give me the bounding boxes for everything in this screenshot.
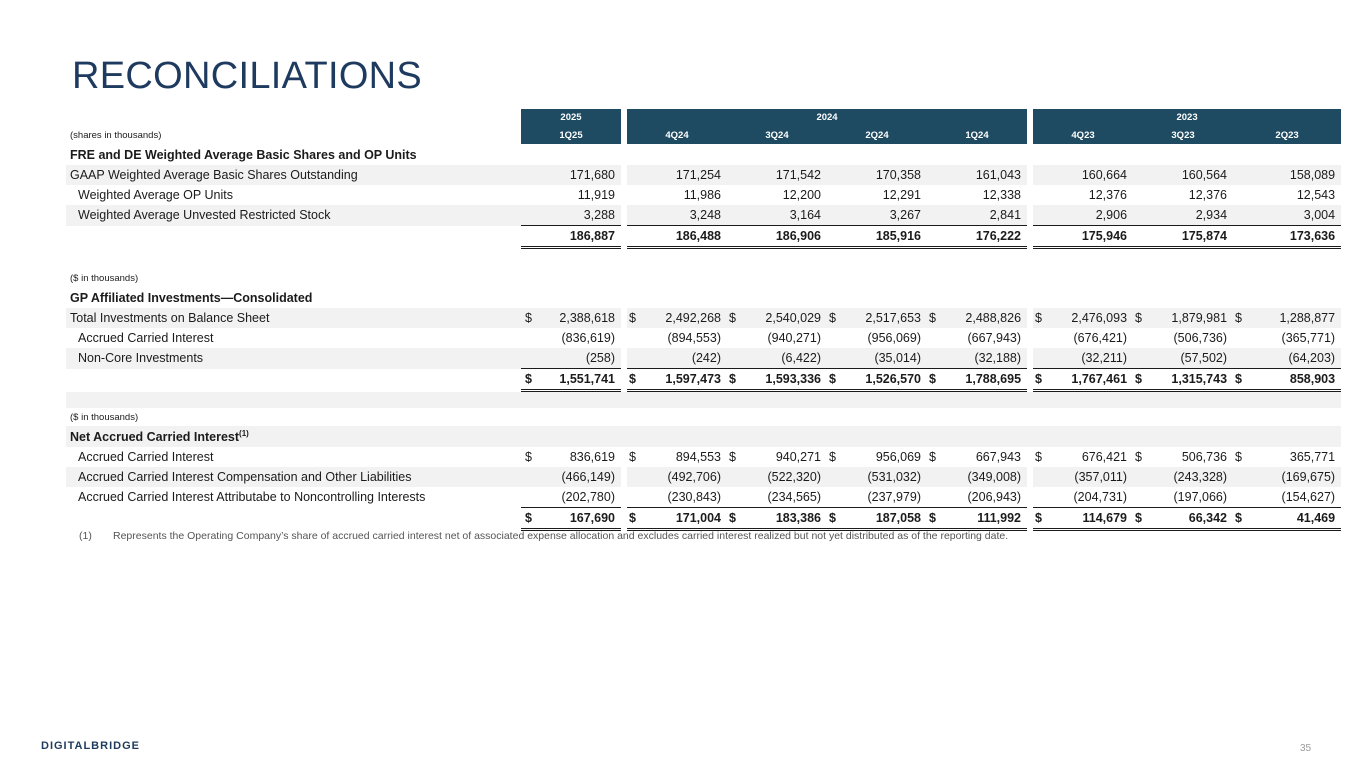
value-cell: 3,004: [1249, 205, 1341, 226]
currency-symbol: $: [1035, 372, 1042, 386]
value-cell: [521, 508, 621, 530]
value-text: (202,780): [561, 490, 615, 504]
currency-symbol: $: [729, 511, 736, 525]
value-cell: (676,421): [1073, 331, 1128, 345]
value-cell: 1,288,877: [1249, 308, 1341, 328]
value-cell: 676,421: [1081, 450, 1128, 464]
reconciliation-table: [66, 109, 1341, 531]
currency-symbol: $: [1235, 311, 1242, 325]
value-cell: 171,254: [643, 165, 727, 185]
value-cell: 41,469: [1249, 508, 1341, 530]
value-cell: (6,422): [743, 348, 827, 369]
quarter-header: 2Q23: [1233, 126, 1341, 144]
value-cell: 12,338: [982, 188, 1022, 202]
total-row: [66, 369, 1341, 391]
value-cell: 173,636: [1249, 226, 1341, 248]
currency-cell: [627, 467, 643, 487]
value-cell: (365,771): [1281, 331, 1336, 345]
value-text: (466,149): [561, 470, 615, 484]
currency-cell: [627, 487, 643, 508]
year-2023: 2023: [1033, 109, 1341, 126]
table-row: [66, 205, 1341, 226]
value-cell: 175,946: [1049, 226, 1133, 248]
currency-cell: [1233, 447, 1249, 467]
currency-cell: [727, 447, 743, 467]
section-heading-row: [66, 426, 1341, 447]
currency-symbol: $: [1235, 372, 1242, 386]
value-cell: [521, 447, 621, 467]
value-cell: 3,267: [843, 205, 927, 226]
value-cell: 111,992: [943, 508, 1027, 530]
currency-cell: [727, 226, 743, 248]
currency-symbol: $: [525, 511, 532, 525]
currency-cell: [927, 328, 943, 348]
value-cell: (32,188): [943, 348, 1027, 369]
value-cell: 183,386: [743, 508, 827, 530]
value-text: 836,619: [569, 450, 615, 464]
currency-cell: [627, 348, 643, 369]
currency-cell: [927, 508, 943, 530]
value-cell: 940,271: [775, 450, 821, 464]
currency-symbol: $: [829, 450, 836, 464]
currency-cell: [727, 369, 743, 391]
value-cell: [521, 369, 621, 391]
value-text: (258): [585, 351, 615, 365]
value-cell: [521, 226, 621, 248]
value-cell: [521, 205, 621, 226]
year-2024: 2024: [627, 109, 1027, 126]
row-label: Accrued Carried Interest Attributabe to Noncontrolling Interests: [78, 490, 426, 505]
currency-cell: [627, 165, 643, 185]
value-cell: 1,593,336: [743, 369, 827, 391]
currency-cell: [927, 447, 943, 467]
table-row: [66, 447, 1341, 467]
section-heading-text: FRE and DE Weighted Average Basic Shares and OP Units: [70, 147, 417, 162]
value-cell: 2,906: [1049, 205, 1133, 226]
value-cell: 2,517,653: [843, 308, 927, 328]
value-cell: (940,271): [767, 331, 821, 345]
currency-symbol: $: [829, 311, 836, 325]
page-number: 35: [1300, 743, 1312, 754]
value-cell: (204,731): [1073, 490, 1128, 504]
value-cell: 2,841: [943, 205, 1027, 226]
row-label: Weighted Average Unvested Restricted Stock: [66, 205, 521, 226]
currency-cell: [1033, 467, 1049, 487]
value-cell: 1,315,743: [1149, 369, 1233, 391]
currency-cell: [1233, 369, 1249, 391]
currency-cell: [927, 226, 943, 248]
value-cell: (35,014): [843, 348, 927, 369]
currency-symbol: $: [829, 372, 836, 386]
section-heading-text: GP Affiliated Investments—Consolidated: [70, 290, 313, 305]
value-cell: (531,032): [843, 467, 927, 487]
value-cell: (243,328): [1149, 467, 1233, 487]
value-cell: 158,089: [1249, 165, 1341, 185]
value-cell: 1,767,461: [1049, 369, 1133, 391]
currency-cell: [927, 348, 943, 369]
currency-cell: [1233, 165, 1249, 185]
currency-cell: [927, 369, 943, 391]
value-cell: 956,069: [875, 450, 921, 464]
currency-cell: [1033, 205, 1049, 226]
currency-cell: [1033, 328, 1049, 348]
quarter-header-row: [66, 126, 1341, 144]
value-cell: 160,564: [1149, 165, 1233, 185]
row-label: GAAP Weighted Average Basic Shares Outstanding: [66, 165, 521, 185]
currency-symbol: $: [729, 450, 736, 464]
value-text: 171,680: [569, 168, 615, 182]
currency-cell: [727, 308, 743, 328]
value-text: 3,288: [583, 208, 615, 222]
currency-cell: [1133, 447, 1149, 467]
value-cell: 11,986: [683, 188, 721, 202]
currency-cell: [627, 328, 643, 348]
currency-cell: [727, 467, 743, 487]
currency-cell: [627, 447, 643, 467]
value-cell: 175,874: [1149, 226, 1233, 248]
footnote-text: Represents the Operating Company’s share of accrued carried interest net of associated expense allocation and excludes carried interest realized but not yet distributed as of the reporting date.: [113, 530, 1009, 542]
currency-cell: [1133, 348, 1149, 369]
currency-cell: [627, 369, 643, 391]
currency-cell: [1133, 369, 1149, 391]
currency-symbol: $: [1135, 372, 1142, 386]
currency-cell: [1033, 487, 1049, 508]
currency-cell: [827, 205, 843, 226]
value-cell: (894,553): [667, 331, 721, 345]
currency-cell: [727, 508, 743, 530]
currency-cell: [1233, 467, 1249, 487]
value-cell: [521, 308, 621, 328]
currency-cell: [827, 226, 843, 248]
value-cell: (506,736): [1173, 331, 1228, 345]
currency-cell: [1133, 308, 1149, 328]
currency-cell: [827, 467, 843, 487]
row-label: Accrued Carried Interest: [78, 450, 214, 464]
currency-symbol: $: [1035, 511, 1042, 525]
currency-cell: [627, 508, 643, 530]
section-heading-text: Net Accrued Carried Interest: [70, 430, 240, 445]
dollars-unit-note: ($ in thousands): [70, 411, 139, 423]
currency-cell: [827, 369, 843, 391]
value-cell: (206,943): [967, 490, 1022, 504]
currency-cell: [927, 487, 943, 508]
currency-cell: [927, 205, 943, 226]
value-cell: 187,058: [843, 508, 927, 530]
quarter-header: 4Q24: [627, 126, 727, 144]
section-heading: [66, 426, 1341, 447]
value-cell: 3,164: [743, 205, 827, 226]
currency-cell: [1033, 185, 1049, 205]
currency-cell: [1133, 467, 1149, 487]
value-cell: 186,906: [743, 226, 827, 248]
currency-symbol: $: [629, 311, 636, 325]
value-cell: 1,526,570: [843, 369, 927, 391]
value-cell: 1,879,981: [1149, 308, 1233, 328]
value-cell: 2,476,093: [1049, 308, 1133, 328]
unit-note-row: [66, 269, 1341, 287]
table-row: [66, 487, 1341, 508]
currency-cell: [927, 185, 943, 205]
currency-cell: [927, 308, 943, 328]
value-cell: 2,934: [1149, 205, 1233, 226]
currency-symbol: $: [1035, 311, 1042, 325]
brand-logo: DIGITALBRIDGE: [41, 740, 140, 752]
value-cell: 12,200: [782, 188, 821, 202]
value-cell: 66,342: [1149, 508, 1233, 530]
currency-cell: [827, 185, 843, 205]
value-cell: 161,043: [943, 165, 1027, 185]
value-cell: (154,627): [1281, 490, 1336, 504]
currency-symbol: $: [929, 372, 936, 386]
currency-symbol: $: [629, 511, 636, 525]
year-header-row: [66, 109, 1341, 126]
currency-cell: [1233, 487, 1249, 508]
currency-cell: [1233, 226, 1249, 248]
currency-symbol: $: [525, 450, 532, 464]
value-cell: (522,320): [743, 467, 827, 487]
value-cell: 2,492,268: [643, 308, 727, 328]
value-cell: 171,004: [643, 508, 727, 530]
value-cell: 114,679: [1049, 508, 1133, 530]
dollars-unit-note: ($ in thousands): [70, 272, 139, 284]
value-cell: 185,916: [843, 226, 927, 248]
total-row: [66, 226, 1341, 248]
value-cell: 12,376: [1088, 188, 1128, 202]
currency-symbol: $: [525, 311, 532, 325]
currency-symbol: $: [829, 511, 836, 525]
value-cell: (242): [643, 348, 727, 369]
currency-cell: [1233, 185, 1249, 205]
value-text: 1,551,741: [559, 372, 615, 386]
value-cell: (169,675): [1249, 467, 1341, 487]
value-cell: [521, 348, 621, 369]
value-cell: 894,553: [675, 450, 721, 464]
currency-symbol: $: [1135, 450, 1142, 464]
currency-cell: [1133, 508, 1149, 530]
value-text: 2,388,618: [559, 311, 615, 325]
row-label: Total Investments on Balance Sheet: [66, 308, 521, 328]
currency-cell: [1233, 348, 1249, 369]
table-row: [66, 467, 1341, 487]
currency-cell: [1033, 447, 1049, 467]
spacer-row: [66, 248, 1341, 270]
value-cell: 2,488,826: [943, 308, 1027, 328]
row-label: Accrued Carried Interest Compensation and Other Liabilities: [66, 467, 521, 487]
currency-symbol: $: [1135, 311, 1142, 325]
quarter-header: 3Q24: [727, 126, 827, 144]
currency-cell: [727, 348, 743, 369]
value-cell: [521, 185, 621, 205]
value-cell: [521, 467, 621, 487]
currency-cell: [1233, 205, 1249, 226]
value-text: 167,690: [569, 511, 615, 525]
value-cell: 2,540,029: [743, 308, 827, 328]
currency-symbol: $: [929, 311, 936, 325]
value-cell: (57,502): [1149, 348, 1233, 369]
value-cell: 171,542: [743, 165, 827, 185]
currency-symbol: $: [929, 450, 936, 464]
value-cell: (234,565): [767, 490, 821, 504]
currency-cell: [727, 328, 743, 348]
row-label: Non-Core Investments: [66, 348, 521, 369]
value-text: 11,919: [577, 188, 615, 202]
currency-symbol: $: [1135, 511, 1142, 525]
currency-cell: [1033, 348, 1049, 369]
currency-cell: [627, 185, 643, 205]
currency-cell: [1233, 308, 1249, 328]
table-row: [66, 328, 1341, 348]
currency-symbol: $: [1035, 450, 1042, 464]
table-row: [66, 308, 1341, 328]
currency-symbol: $: [1235, 511, 1242, 525]
year-2025: 2025: [521, 109, 621, 126]
currency-cell: [827, 487, 843, 508]
shares-unit-note: (shares in thousands): [70, 129, 162, 141]
table-row: [66, 185, 1341, 205]
total-row: [66, 508, 1341, 530]
footnote-ref: (1): [239, 428, 249, 438]
currency-cell: [1133, 205, 1149, 226]
section-heading-row: [66, 287, 1341, 308]
currency-cell: [727, 487, 743, 508]
currency-symbol: $: [729, 311, 736, 325]
value-cell: (230,843): [667, 490, 721, 504]
currency-cell: [1033, 369, 1049, 391]
currency-cell: [827, 508, 843, 530]
quarter-header: 3Q23: [1133, 126, 1233, 144]
currency-cell: [827, 308, 843, 328]
value-cell: 160,664: [1049, 165, 1133, 185]
spacer-row: [66, 391, 1341, 409]
table-row: [66, 165, 1341, 185]
currency-cell: [927, 467, 943, 487]
currency-symbol: $: [929, 511, 936, 525]
value-text: 186,887: [569, 229, 615, 243]
row-label: Weighted Average OP Units: [78, 188, 233, 202]
value-cell: 12,543: [1296, 188, 1336, 202]
value-cell: 12,376: [1188, 188, 1228, 202]
value-cell: (32,211): [1049, 348, 1133, 369]
currency-symbol: $: [729, 372, 736, 386]
value-cell: 12,291: [882, 188, 921, 202]
currency-cell: [827, 447, 843, 467]
currency-cell: [727, 185, 743, 205]
value-cell: 186,488: [643, 226, 727, 248]
currency-cell: [1133, 226, 1149, 248]
currency-symbol: $: [629, 450, 636, 464]
section-heading: [66, 144, 1341, 165]
value-cell: 365,771: [1289, 450, 1336, 464]
section-heading: [66, 287, 1341, 308]
currency-cell: [727, 205, 743, 226]
value-cell: 170,358: [843, 165, 927, 185]
value-cell: 667,943: [975, 450, 1022, 464]
value-cell: 506,736: [1181, 450, 1228, 464]
value-cell: 858,903: [1249, 369, 1341, 391]
value-cell: 3,248: [643, 205, 727, 226]
currency-cell: [927, 165, 943, 185]
currency-cell: [727, 165, 743, 185]
value-cell: [521, 328, 621, 348]
quarter-header: 2Q24: [827, 126, 927, 144]
value-cell: (492,706): [643, 467, 727, 487]
value-cell: 176,222: [943, 226, 1027, 248]
currency-cell: [1033, 508, 1049, 530]
currency-cell: [827, 348, 843, 369]
currency-symbol: $: [1235, 450, 1242, 464]
value-cell: [521, 165, 621, 185]
section-heading-row: [66, 144, 1341, 165]
currency-cell: [827, 165, 843, 185]
currency-cell: [627, 205, 643, 226]
currency-cell: [1233, 328, 1249, 348]
value-cell: (64,203): [1249, 348, 1341, 369]
value-cell: [521, 487, 621, 508]
currency-cell: [1133, 185, 1149, 205]
currency-cell: [1033, 226, 1049, 248]
value-cell: 1,788,695: [943, 369, 1027, 391]
currency-cell: [1233, 508, 1249, 530]
currency-cell: [627, 308, 643, 328]
row-label: Accrued Carried Interest: [78, 331, 214, 345]
footnote-marker: (1): [79, 530, 92, 542]
quarter-header: 1Q24: [927, 126, 1027, 144]
quarter-header: 1Q25: [521, 126, 621, 144]
value-cell: (357,011): [1049, 467, 1133, 487]
table-row: [66, 348, 1341, 369]
unit-note-row: [66, 408, 1341, 426]
footnote: [79, 530, 1008, 542]
value-cell: 1,597,473: [643, 369, 727, 391]
page-title: RECONCILIATIONS: [72, 55, 423, 97]
currency-cell: [1133, 487, 1149, 508]
value-cell: (349,008): [943, 467, 1027, 487]
value-cell: (237,979): [867, 490, 921, 504]
value-cell: (667,943): [967, 331, 1022, 345]
currency-cell: [627, 226, 643, 248]
quarter-header: 4Q23: [1033, 126, 1133, 144]
value-text: (836,619): [561, 331, 615, 345]
currency-cell: [1133, 328, 1149, 348]
currency-cell: [827, 328, 843, 348]
currency-symbol: $: [629, 372, 636, 386]
currency-cell: [1033, 165, 1049, 185]
value-cell: (956,069): [867, 331, 921, 345]
currency-cell: [1133, 165, 1149, 185]
currency-symbol: $: [525, 372, 532, 386]
value-cell: (197,066): [1173, 490, 1228, 504]
currency-cell: [1033, 308, 1049, 328]
